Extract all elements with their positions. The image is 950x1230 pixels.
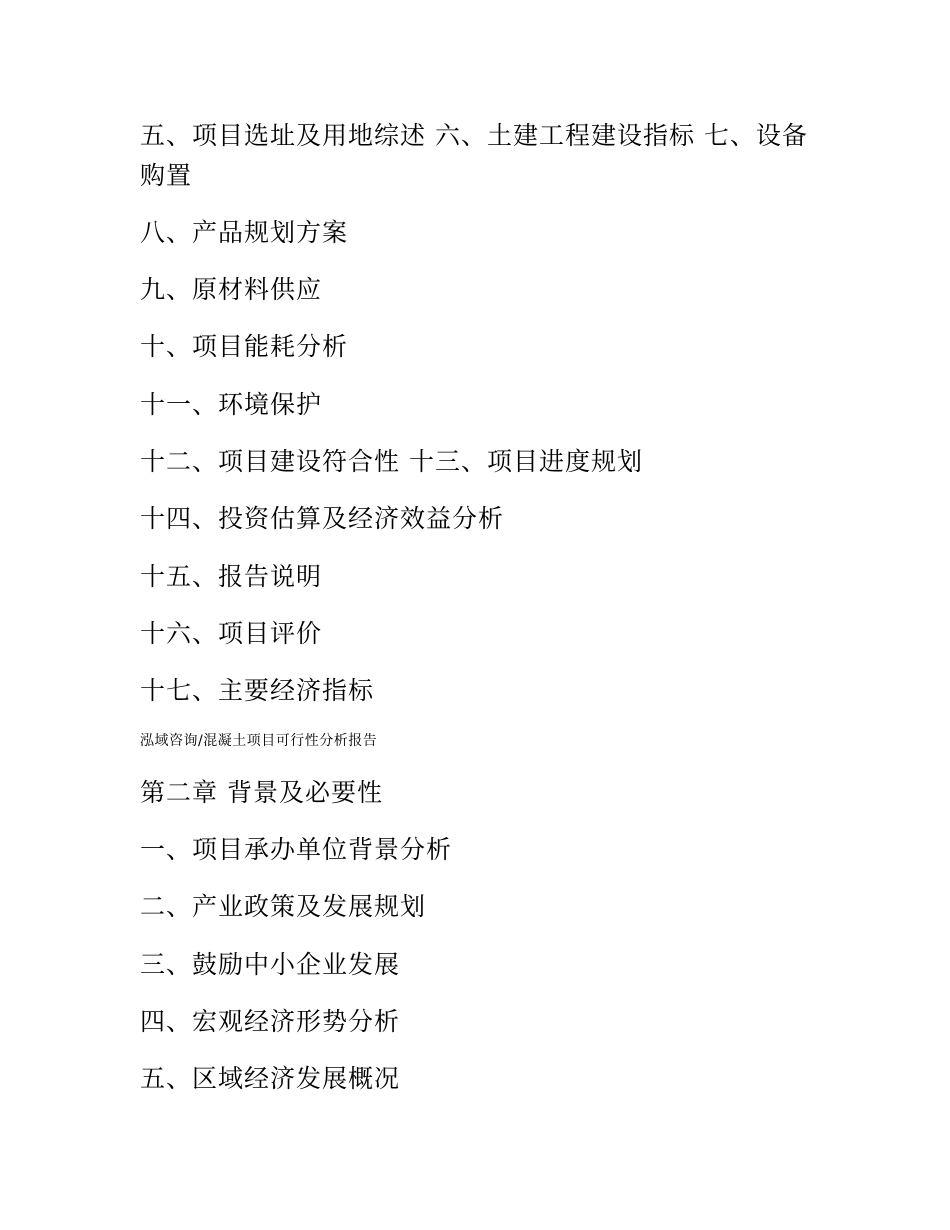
toc-line-7: 十四、投资估算及经济效益分析 [140, 504, 505, 533]
toc-line-2: 八、产品规划方案 [140, 218, 349, 247]
toc-line-5: 十一、环境保护 [140, 390, 323, 419]
toc-line-4: 十、项目能耗分析 [140, 332, 349, 361]
chapter-item-3: 三、鼓励中小企业发展 [140, 950, 401, 979]
toc-line-3: 九、原材料供应 [140, 275, 323, 304]
chapter-item-5: 五、区域经济发展概况 [140, 1064, 401, 1093]
toc-line-8: 十五、报告说明 [140, 562, 323, 591]
chapter-item-4: 四、宏观经济形势分析 [140, 1007, 401, 1036]
chapter-title: 第二章 背景及必要性 [140, 778, 383, 807]
toc-line-10: 十七、主要经济指标 [140, 676, 375, 705]
toc-line-9: 十六、项目评价 [140, 619, 323, 648]
header-note: 泓域咨询/混凝土项目可行性分析报告 [140, 733, 378, 749]
chapter-item-2: 二、产业政策及发展规划 [140, 892, 427, 921]
chapter-item-1: 一、项目承办单位背景分析 [140, 835, 453, 864]
toc-line-1: 五、项目选址及用地综述 六、土建工程建设指标 七、设备购置 [140, 121, 808, 190]
toc-line-6: 十二、项目建设符合性 十三、项目进度规划 [140, 447, 643, 476]
